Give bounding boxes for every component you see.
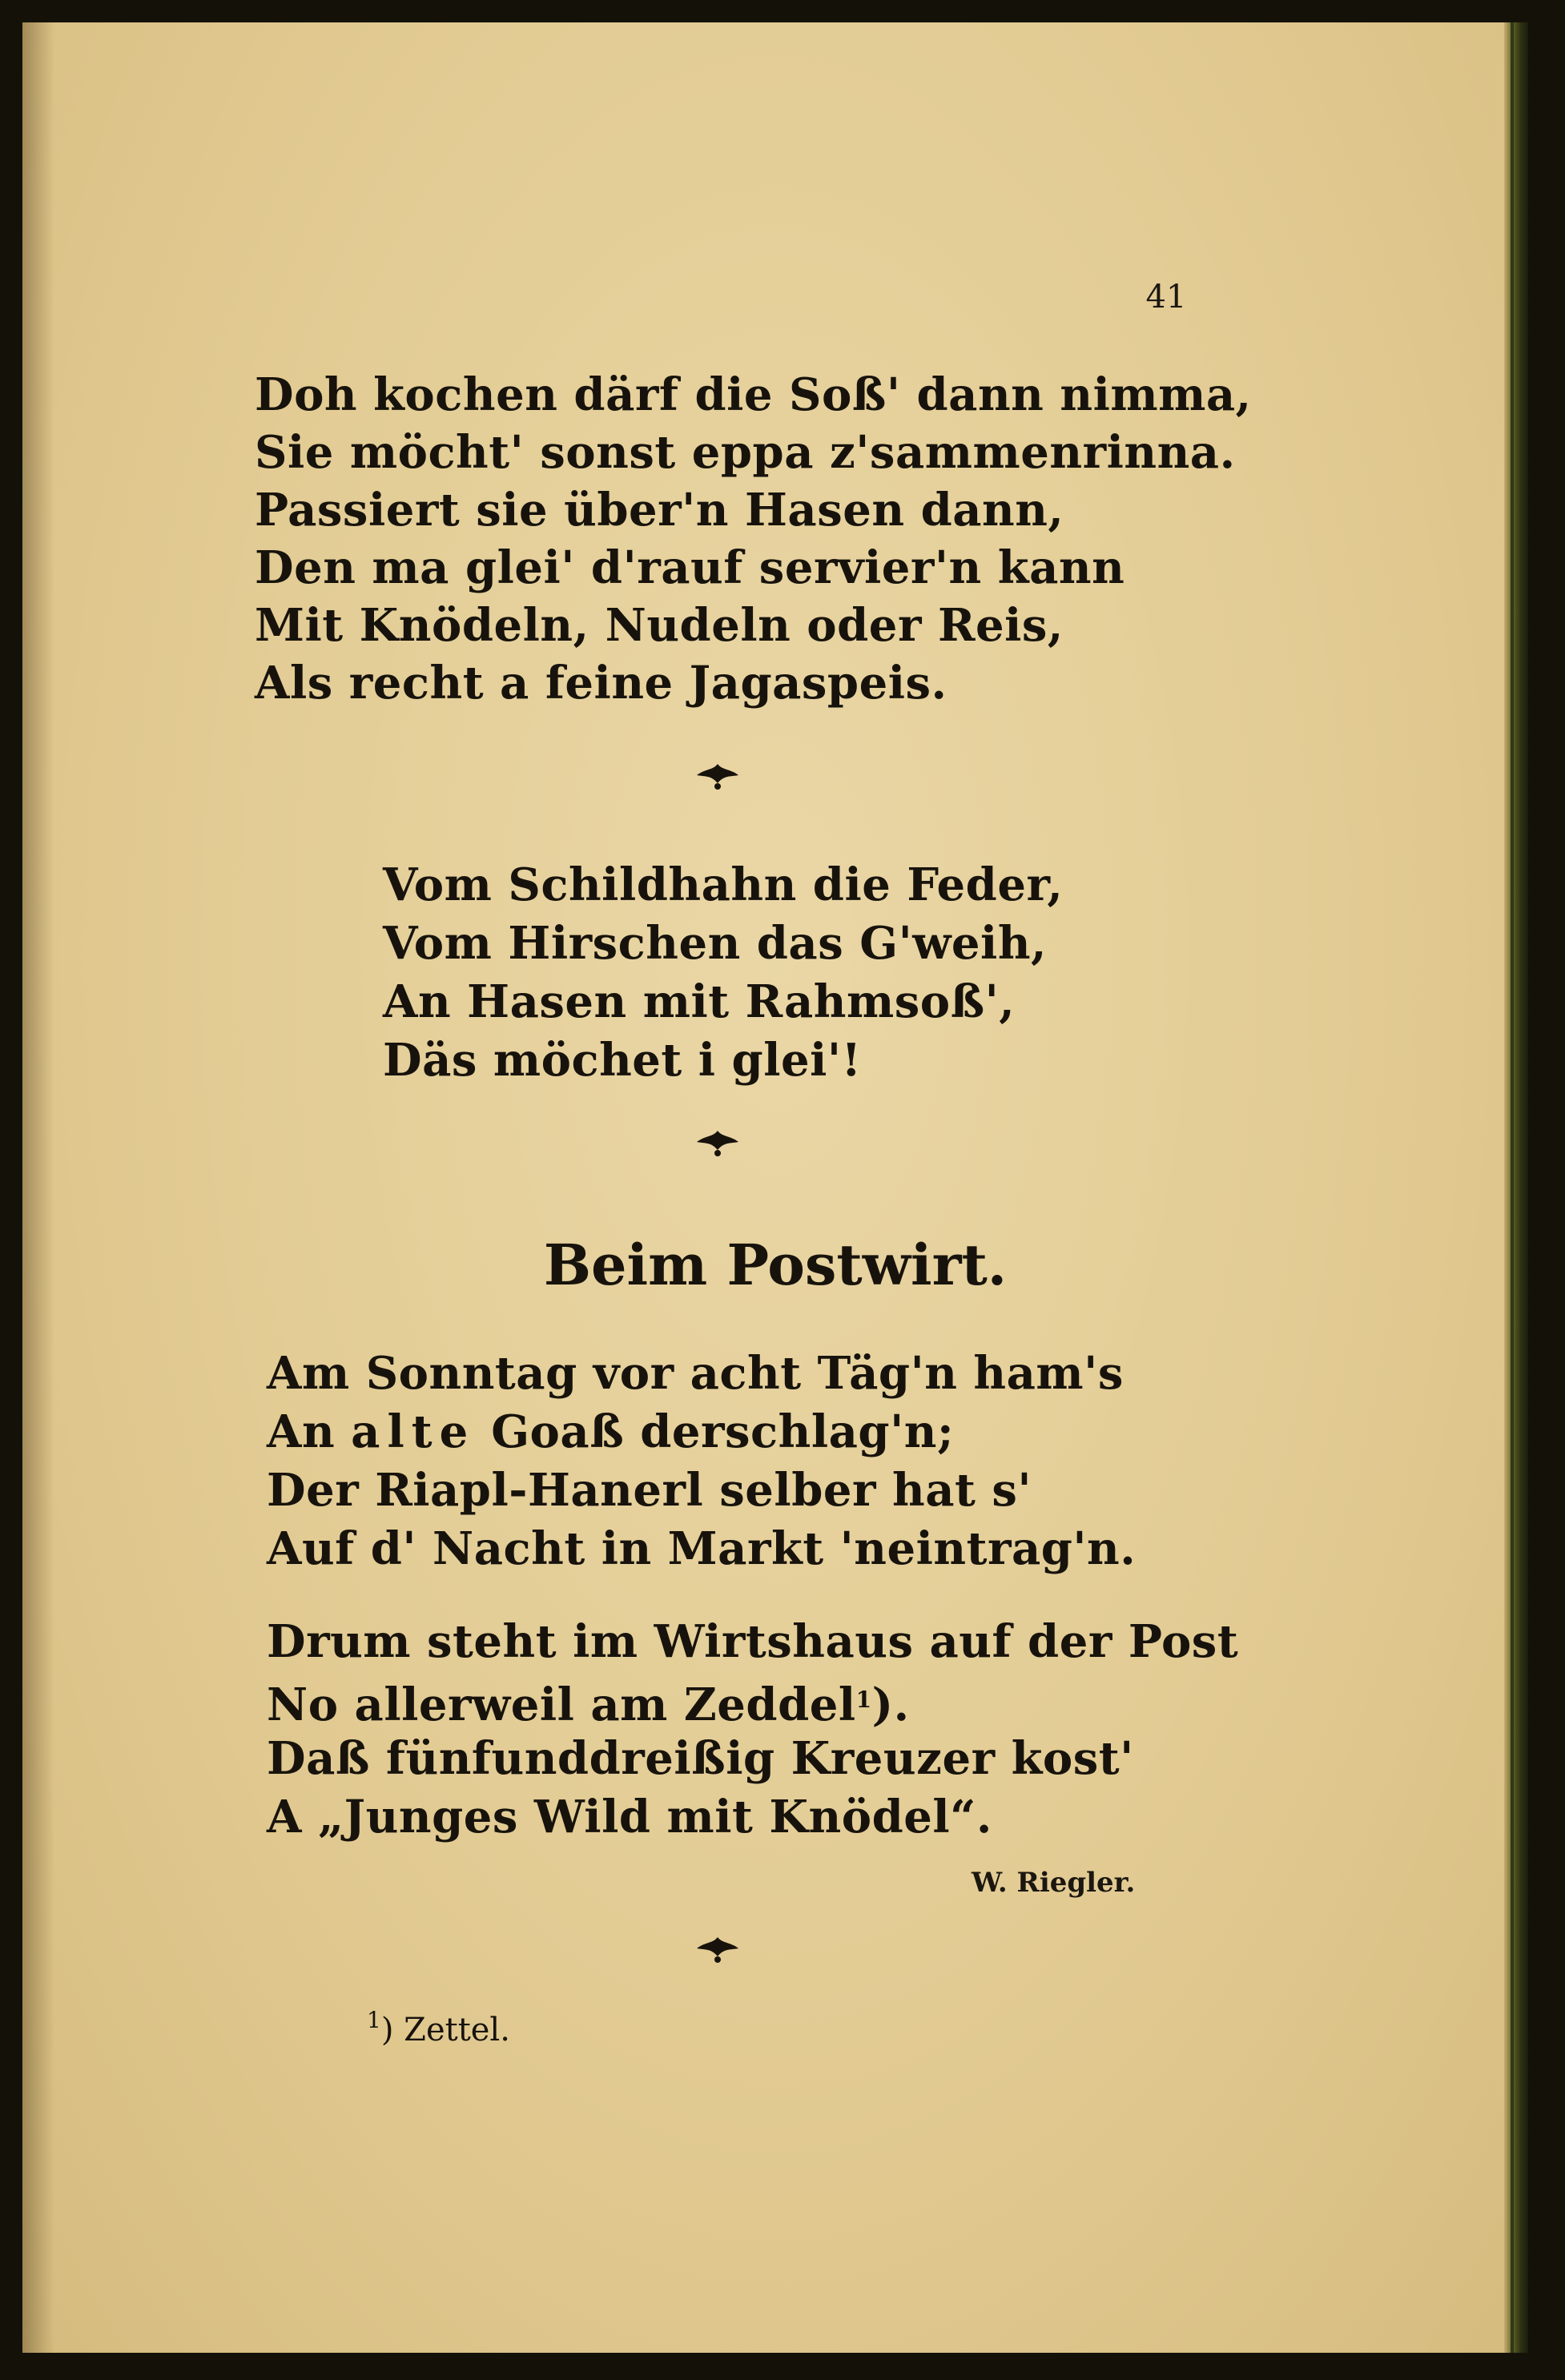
stanza2-line-4: A „Junges Wild mit Knödel“. bbox=[267, 1791, 992, 1843]
floral-divider-icon bbox=[686, 1126, 750, 1158]
footnote-mark: 1 bbox=[367, 2007, 381, 2033]
stanza2-line-1: Drum steht im Wirtshaus auf der Post bbox=[267, 1615, 1239, 1668]
floral-divider-icon bbox=[686, 1932, 750, 1964]
book-binding bbox=[1504, 22, 1528, 2353]
footnote-text: ) Zettel. bbox=[380, 2012, 510, 2048]
footnote-reference: 1 bbox=[855, 1687, 872, 1713]
author-signature: W. Riegler. bbox=[972, 1867, 1136, 1899]
poem1-line-1: Doh kochen därf die Soß' dann nimma, bbox=[255, 368, 1252, 421]
poem2-line-2: Vom Hirschen das G'weih, bbox=[383, 917, 1048, 970]
page-edge-shadow bbox=[22, 22, 54, 2353]
poem1-line-3: Passiert sie über'n Hasen dann, bbox=[255, 484, 1064, 537]
page-number: 41 bbox=[1145, 279, 1187, 316]
poem2-line-1: Vom Schildhahn die Feder, bbox=[383, 858, 1064, 911]
stanza1-line-3: Der Riapl-Hanerl selber hat s' bbox=[267, 1464, 1032, 1517]
emphasized-word: alte bbox=[351, 1405, 476, 1458]
footnote bbox=[367, 2007, 510, 2048]
stanza2-line-2: No allerweil am Zeddel$^1$). bbox=[267, 1678, 910, 1731]
stanza1-line-1: Am Sonntag vor acht Täg'n ham's bbox=[267, 1347, 1124, 1400]
stanza1-line-4: Auf d' Nacht in Markt 'neintrag'n. bbox=[267, 1522, 1137, 1575]
poem1-line-6: Als recht a feine Jagaspeis. bbox=[255, 657, 947, 710]
poem2-line-4: Däs möchet i glei'! bbox=[383, 1034, 862, 1087]
stanza2-line-3: Daß fünfunddreißig Kreuzer kost' bbox=[267, 1732, 1134, 1785]
book-page bbox=[22, 22, 1528, 2353]
poem1-line-4: Den ma glei' d'rauf servier'n kann bbox=[255, 541, 1125, 594]
binding-thread bbox=[1511, 22, 1514, 2353]
poem1-line-2: Sie möcht' sonst eppa z'sammenrinna. bbox=[255, 426, 1236, 479]
poem2-line-3: An Hasen mit Rahmsoß', bbox=[383, 975, 1016, 1028]
poem1-line-5: Mit Knödeln, Nudeln oder Reis, bbox=[255, 599, 1064, 652]
poem-title: Beim Postwirt. bbox=[543, 1232, 1008, 1298]
stanza1-line-2: An alte Goaß derschlag'n; bbox=[267, 1405, 955, 1458]
floral-divider-icon bbox=[686, 759, 750, 791]
